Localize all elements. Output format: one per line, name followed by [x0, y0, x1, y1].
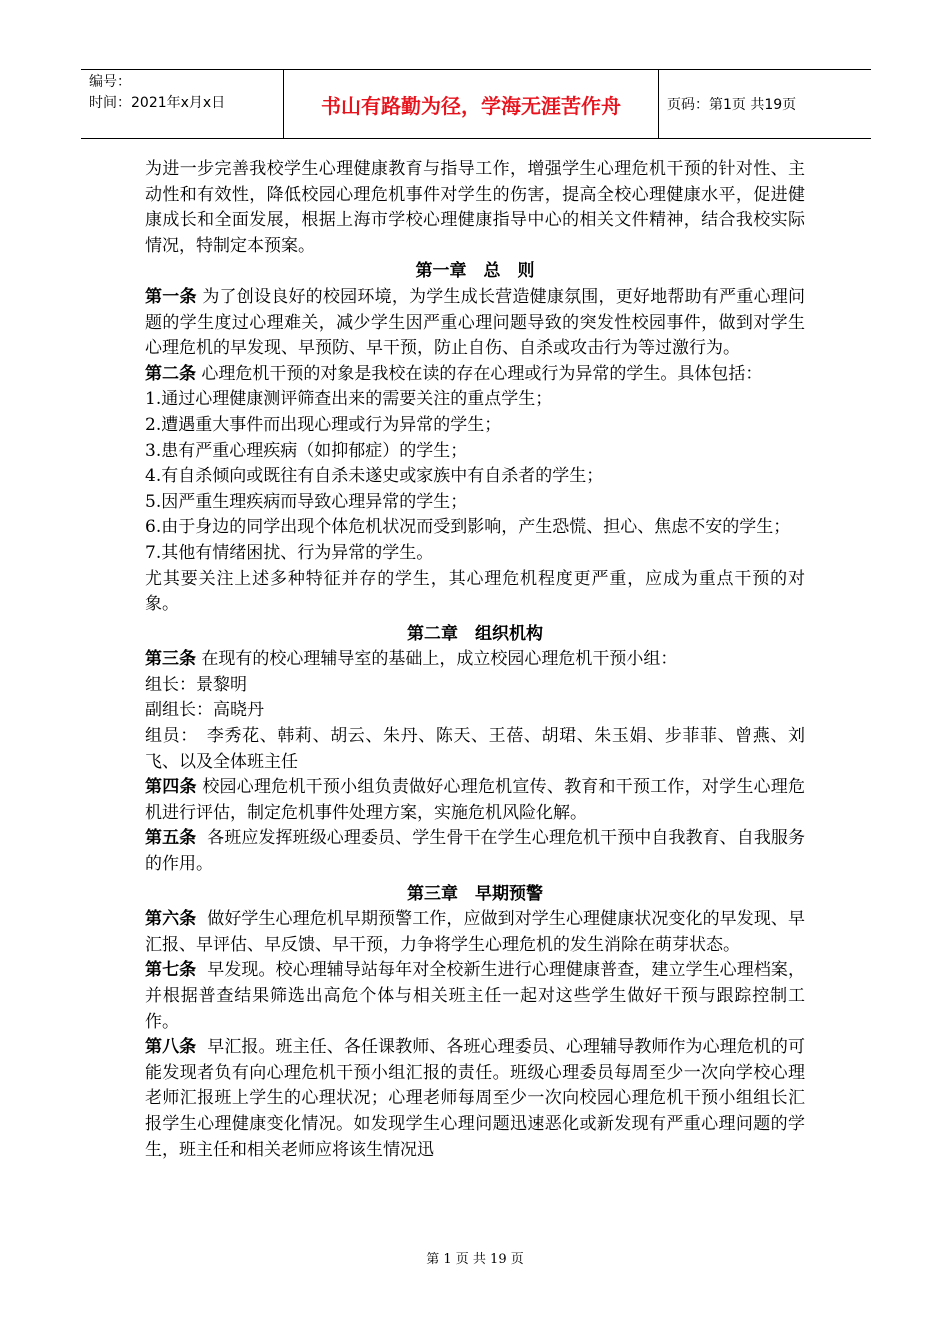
- document-header: [81, 69, 871, 139]
- article-label: 第五条: [145, 828, 197, 849]
- group-leader: 组长：景黎明: [145, 674, 247, 695]
- list-item: 1.通过心理健康测评筛查出来的需要关注的重点学生；: [145, 389, 553, 410]
- intro-paragraph: 为进一步完善我校学生心理健康教育与指导工作，增强学生心理危机干预的针对性、主动性和有效性，降低校园心理危机事件对学生的伤害，提高全校心理健康水平，促进健康成长和全面发展，根据上海市学校心理健康指导中心的相关文件精神，结合我校实际情况，特制定本预案。: [145, 159, 805, 256]
- chapter-3-title: 第三章 早期预警: [407, 883, 543, 904]
- article-2: [145, 362, 805, 388]
- note-paragraph: 尤其要关注上述多种特征并存的学生，其心理危机程度更严重，应成为重点干预的对象。: [145, 568, 805, 615]
- header-motto: 书山有路勤为径，学海无涯苦作舟: [284, 70, 659, 138]
- article-7: [145, 958, 805, 1035]
- article-text: 在现有的校心理辅导室的基础上，成立校园心理危机干预小组：: [201, 649, 678, 670]
- article-label: 第七条: [145, 960, 197, 981]
- article-6: [145, 907, 805, 958]
- article-label: 第二条: [145, 363, 196, 384]
- article-label: 第一条: [145, 286, 197, 307]
- page-footer: 第 1 页 共 19 页: [426, 1252, 524, 1267]
- article-label: 第八条: [145, 1037, 197, 1058]
- article-text: 做好学生心理危机早期预警工作，应做到对学生心理健康状况变化的早发现、早汇报、早评估、早反馈、早干预，力争将学生心理危机的发生消除在萌芽状态。: [145, 909, 806, 955]
- chapter-1-title: 第一章 总 则: [415, 261, 535, 282]
- header-meta: [81, 70, 284, 138]
- article-text: 为了创设良好的校园环境，为学生成长营造健康氛围，更好地帮助有严重心理问题的学生度过心理难关，减少学生因严重心理问题导致的突发性校园事件，做到对学生心理危机的早发现、早预防、早干预，防止自伤、自杀或攻击行为等过激行为。: [145, 286, 806, 359]
- article-text: 校园心理危机干预小组负责做好心理危机宣传、教育和干预工作，对学生心理危机进行评估，制定危机事件处理方案，实施危机风险化解。: [145, 777, 806, 823]
- chapter-2-title: 第二章 组织机构: [407, 623, 543, 644]
- list-item: 7.其他有情绪困扰、行为异常的学生。: [145, 542, 434, 563]
- article-text: 早发现。校心理辅导站每年对全校新生进行心理健康普查，建立学生心理档案，并根据普查结果筛选出高危个体与相关班主任一起对这些学生做好干预与跟踪控制工作。: [145, 960, 806, 1032]
- article-label: 第三条: [145, 649, 196, 670]
- list-item: 4.有自杀倾向或既往有自杀未遂史或家族中有自杀者的学生；: [145, 466, 604, 487]
- article-text: 心理危机干预的对象是我校在读的存在心理或行为异常的学生。具体包括：: [201, 363, 763, 384]
- article-label: 第四条: [145, 777, 197, 798]
- document-body: [145, 157, 805, 1163]
- header-page-info: 页码：第1页 共19页: [667, 97, 797, 113]
- article-5: [145, 826, 805, 877]
- article-label: 第六条: [145, 909, 197, 930]
- group-members: 组员： 李秀花、韩莉、胡云、朱丹、陈天、王蓓、胡珺、朱玉娟、步菲菲、曾燕、刘飞、以及全体班主任: [145, 726, 805, 772]
- list-item: 2.遭遇重大事件而出现心理或行为异常的学生；: [145, 414, 502, 435]
- article-4: [145, 775, 805, 826]
- article-8: [145, 1035, 805, 1163]
- article-text: 各班应发挥班级心理委员、学生骨干在学生心理危机干预中自我教育、自我服务的作用。: [145, 828, 806, 875]
- list-item: 3.患有严重心理疾病（如抑郁症）的学生；: [145, 440, 468, 461]
- group-vice-leader: 副组长：高晓丹: [145, 700, 264, 721]
- list-item: 5.因严重生理疾病而导致心理异常的学生；: [145, 491, 468, 512]
- article-3: [145, 647, 805, 673]
- list-item: 6.由于身边的同学出现个体危机状况而受到影响，产生恐慌、担心、焦虑不安的学生；: [145, 517, 791, 538]
- date-label: 时间：2021年x月x日: [89, 95, 226, 111]
- article-1: [145, 285, 805, 362]
- number-label: 编号：: [89, 74, 131, 90]
- article-text: 早汇报。班主任、各任课教师、各班心理委员、心理辅导教师作为心理危机的可能发现者负有向心理危机干预小组汇报的责任。班级心理委员每周至少一次向学校心理老师汇报班上学生的心理状况；心理老师每周至少一次向校园心理危机干预小组组长汇报学生心理健康变化情况。如发现学生心理问题迅速恶化或新发现有严重心理问题的学生，班主任和相关老师应将该生情况迅: [145, 1037, 806, 1160]
